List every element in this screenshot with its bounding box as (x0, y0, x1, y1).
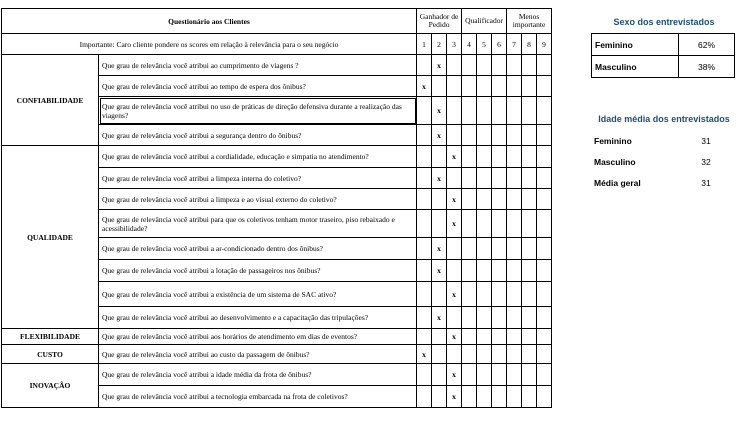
important-note: Importante: Caro cliente pondere os scores em relação à relevância para o seu negócio (2, 34, 417, 55)
score-cell-9[interactable] (537, 260, 552, 282)
score-cell-4[interactable] (462, 125, 477, 146)
age-row-male (591, 151, 735, 172)
score-cell-1[interactable] (417, 55, 432, 76)
category-label: INOVAÇÃO (2, 364, 99, 408)
score-cell-7[interactable] (507, 238, 522, 260)
question-text: Que grau de relevância você atribui a lotação de passageiros nos ônibus? (99, 260, 417, 282)
gender-row-male (592, 56, 735, 78)
score-mark: x (452, 219, 456, 228)
score-cell-6[interactable] (492, 55, 507, 76)
score-cell-5[interactable] (477, 364, 492, 386)
score-cell-3[interactable] (447, 260, 462, 282)
score-cell-3[interactable] (447, 97, 462, 125)
score-cell-1[interactable] (417, 125, 432, 146)
group-header-winner: Ganhador de Pedido (417, 9, 462, 34)
score-cell-3[interactable] (447, 364, 462, 386)
question-text: Que grau de relevância você atribui a limpeza e ao visual externo do coletivo? (99, 189, 417, 210)
score-cell-3[interactable] (447, 307, 462, 329)
score-mark: x (437, 130, 441, 140)
header-row (2, 9, 552, 34)
question-text: Que grau de relevância você atribui a limpeza interna do coletivo? (99, 168, 417, 189)
score-cell-9[interactable] (537, 146, 552, 168)
score-cell-6[interactable] (492, 364, 507, 386)
score-cell-2[interactable] (432, 238, 447, 260)
score-cell-8[interactable] (522, 238, 537, 260)
score-cell-4[interactable] (462, 76, 477, 97)
score-cell-9[interactable] (537, 364, 552, 386)
score-cell-9[interactable] (537, 210, 552, 238)
score-cell-8[interactable] (522, 364, 537, 386)
score-cell-5[interactable] (477, 329, 492, 345)
score-cell-4[interactable] (462, 97, 477, 125)
age-row-overall (591, 172, 735, 193)
score-cell-5[interactable] (477, 260, 492, 282)
score-cell-4[interactable] (462, 260, 477, 282)
score-mark: x (437, 266, 441, 275)
score-cell-6[interactable] (492, 125, 507, 146)
score-header-9: 9 (537, 34, 552, 55)
score-cell-4[interactable] (462, 329, 477, 345)
score-cell-1[interactable] (417, 76, 432, 97)
question-text: Que grau de relevância você atribui a ar-condicionado dentro dos ônibus? (99, 238, 417, 260)
score-cell-7[interactable] (507, 345, 522, 364)
score-cell-7[interactable] (507, 125, 522, 146)
score-cell-3[interactable] (447, 189, 462, 210)
score-header-8: 8 (522, 34, 537, 55)
score-cell-4[interactable] (462, 307, 477, 329)
question-text: Que grau de relevância você atribui no uso de práticas de direção defensiva durante a realização das viagens? (99, 97, 417, 125)
score-cell-2[interactable] (432, 260, 447, 282)
score-cell-6[interactable] (492, 307, 507, 329)
score-cell-2[interactable] (432, 210, 447, 238)
score-cell-7[interactable] (507, 55, 522, 76)
score-cell-5[interactable] (477, 189, 492, 210)
score-mark: x (437, 313, 441, 322)
score-cell-9[interactable] (537, 55, 552, 76)
score-cell-1[interactable] (417, 146, 432, 168)
score-cell-3[interactable] (447, 146, 462, 168)
score-cell-1[interactable] (417, 189, 432, 210)
score-cell-5[interactable] (477, 307, 492, 329)
score-cell-7[interactable] (507, 146, 522, 168)
score-cell-9[interactable] (537, 386, 552, 408)
score-cell-4[interactable] (462, 364, 477, 386)
score-cell-2[interactable] (432, 146, 447, 168)
question-text: Que grau de relevância você atribui ao tempo de espera dos ônibus? (99, 76, 417, 97)
score-cell-6[interactable] (492, 210, 507, 238)
question-row (2, 55, 552, 76)
score-cell-8[interactable] (522, 189, 537, 210)
score-cell-1[interactable] (417, 345, 432, 364)
score-cell-3[interactable] (447, 168, 462, 189)
score-mark: x (452, 289, 456, 299)
score-cell-4[interactable] (462, 386, 477, 408)
question-text: Que grau de relevância você atribui ao custo da passagem de ônibus? (99, 345, 417, 364)
score-cell-2[interactable] (432, 97, 447, 125)
score-cell-9[interactable] (537, 125, 552, 146)
score-mark: x (437, 173, 441, 183)
score-cell-1[interactable] (417, 282, 432, 307)
question-row (2, 345, 552, 364)
score-cell-4[interactable] (462, 189, 477, 210)
score-cell-1[interactable] (417, 168, 432, 189)
score-cell-6[interactable] (492, 345, 507, 364)
score-cell-4[interactable] (462, 345, 477, 364)
score-cell-2[interactable] (432, 329, 447, 345)
score-cell-6[interactable] (492, 168, 507, 189)
score-cell-2[interactable] (432, 76, 447, 97)
score-cell-2[interactable] (432, 364, 447, 386)
score-cell-8[interactable] (522, 76, 537, 97)
score-cell-1[interactable] (417, 307, 432, 329)
score-cell-9[interactable] (537, 282, 552, 307)
score-header-4: 4 (462, 34, 477, 55)
score-cell-2[interactable] (432, 55, 447, 76)
gender-label-male: Masculino (592, 56, 679, 78)
score-cell-5[interactable] (477, 76, 492, 97)
score-cell-6[interactable] (492, 189, 507, 210)
score-cell-9[interactable] (537, 168, 552, 189)
score-cell-8[interactable] (522, 386, 537, 408)
questionnaire-body (2, 9, 552, 408)
score-header-5: 5 (477, 34, 492, 55)
score-cell-8[interactable] (522, 125, 537, 146)
gender-stats-panel (591, 17, 737, 78)
score-cell-3[interactable] (447, 210, 462, 238)
score-cell-5[interactable] (477, 55, 492, 76)
questionnaire-title: Questionário aos Clientes (2, 9, 417, 34)
score-cell-8[interactable] (522, 307, 537, 329)
score-cell-9[interactable] (537, 189, 552, 210)
score-mark: x (452, 332, 456, 341)
score-cell-8[interactable] (522, 168, 537, 189)
age-value-overall: 31 (701, 177, 711, 188)
score-mark: x (452, 370, 456, 379)
score-mark: x (437, 60, 441, 70)
score-cell-1[interactable] (417, 329, 432, 345)
score-cell-9[interactable] (537, 329, 552, 345)
score-cell-9[interactable] (537, 76, 552, 97)
score-cell-5[interactable] (477, 125, 492, 146)
score-cell-9[interactable] (537, 97, 552, 125)
question-text: Que grau de relevância você atribui a idade média da frota de ônibus? (99, 364, 417, 386)
age-row-female (591, 130, 735, 151)
score-cell-7[interactable] (507, 260, 522, 282)
score-cell-1[interactable] (417, 364, 432, 386)
question-text: Que grau de relevância você atribui a cordialidade, educação e simpatia no atendimento? (99, 146, 417, 168)
important-row (2, 34, 552, 55)
score-cell-2[interactable] (432, 189, 447, 210)
gender-value-female: 62% (679, 34, 735, 56)
score-cell-7[interactable] (507, 307, 522, 329)
gender-label-female: Feminino (592, 34, 679, 56)
score-cell-6[interactable] (492, 76, 507, 97)
score-cell-4[interactable] (462, 146, 477, 168)
score-cell-5[interactable] (477, 345, 492, 364)
age-stats-panel (591, 114, 737, 193)
score-cell-8[interactable] (522, 345, 537, 364)
score-cell-4[interactable] (462, 55, 477, 76)
question-text: Que grau de relevância você atribui ao desenvolvimento e a capacitação das tripulações? (99, 307, 417, 329)
gender-stats-table (591, 33, 735, 78)
category-label: QUALIDADE (2, 146, 99, 329)
score-cell-8[interactable] (522, 97, 537, 125)
score-cell-7[interactable] (507, 329, 522, 345)
question-text: Que grau de relevância você atribui a existência de um sistema de SAC ativo? (99, 282, 417, 307)
score-cell-1[interactable] (417, 210, 432, 238)
score-cell-3[interactable] (447, 238, 462, 260)
score-cell-4[interactable] (462, 168, 477, 189)
score-cell-7[interactable] (507, 76, 522, 97)
gender-stats-title: Sexo dos entrevistados (613, 17, 715, 27)
score-cell-6[interactable] (492, 329, 507, 345)
score-cell-2[interactable] (432, 345, 447, 364)
score-cell-5[interactable] (477, 238, 492, 260)
score-cell-7[interactable] (507, 97, 522, 125)
score-cell-3[interactable] (447, 125, 462, 146)
score-cell-8[interactable] (522, 146, 537, 168)
score-mark: x (452, 152, 456, 161)
score-cell-9[interactable] (537, 307, 552, 329)
score-cell-5[interactable] (477, 168, 492, 189)
age-stats-table (591, 130, 735, 193)
score-cell-3[interactable] (447, 345, 462, 364)
score-cell-1[interactable] (417, 260, 432, 282)
score-cell-6[interactable] (492, 238, 507, 260)
score-cell-6[interactable] (492, 386, 507, 408)
age-stats-title: Idade média dos entrevistados (598, 114, 730, 124)
score-cell-5[interactable] (477, 146, 492, 168)
score-cell-1[interactable] (417, 386, 432, 408)
score-cell-7[interactable] (507, 168, 522, 189)
score-cell-4[interactable] (462, 238, 477, 260)
question-row (2, 146, 552, 168)
question-text: Que grau de relevância você atribui a segurança dentro do ônibus? (99, 125, 417, 146)
age-value-male: 32 (701, 156, 711, 167)
group-header-qualifier: Qualificador (462, 9, 507, 34)
score-mark: x (452, 194, 456, 204)
score-header-7: 7 (507, 34, 522, 55)
score-cell-6[interactable] (492, 282, 507, 307)
score-cell-7[interactable] (507, 364, 522, 386)
score-header-3: 3 (447, 34, 462, 55)
score-cell-1[interactable] (417, 97, 432, 125)
score-mark: x (437, 106, 441, 115)
score-cell-7[interactable] (507, 386, 522, 408)
score-cell-8[interactable] (522, 260, 537, 282)
score-header-6: 6 (492, 34, 507, 55)
score-cell-2[interactable] (432, 168, 447, 189)
category-label: CONFIABILIDADE (2, 55, 99, 146)
score-cell-5[interactable] (477, 282, 492, 307)
score-mark: x (422, 349, 426, 359)
score-cell-8[interactable] (522, 210, 537, 238)
score-header-1: 1 (417, 34, 432, 55)
score-cell-3[interactable] (447, 386, 462, 408)
score-cell-7[interactable] (507, 210, 522, 238)
score-cell-3[interactable] (447, 282, 462, 307)
score-mark: x (452, 392, 456, 401)
score-cell-7[interactable] (507, 282, 522, 307)
score-cell-5[interactable] (477, 386, 492, 408)
score-cell-2[interactable] (432, 282, 447, 307)
score-mark: x (437, 244, 441, 253)
score-cell-2[interactable] (432, 125, 447, 146)
score-cell-4[interactable] (462, 282, 477, 307)
score-cell-2[interactable] (432, 386, 447, 408)
questionnaire-table (1, 8, 552, 408)
score-cell-8[interactable] (522, 282, 537, 307)
group-header-less-important: Menos importante (507, 9, 552, 34)
question-text: Que grau de relevância você atribui aos horários de atendimento em dias de eventos? (99, 329, 417, 345)
score-cell-6[interactable] (492, 97, 507, 125)
age-label-male: Masculino (594, 156, 636, 167)
score-header-2: 2 (432, 34, 447, 55)
score-cell-5[interactable] (477, 210, 492, 238)
score-cell-3[interactable] (447, 55, 462, 76)
score-cell-5[interactable] (477, 97, 492, 125)
age-value-female: 31 (701, 135, 711, 146)
score-cell-8[interactable] (522, 329, 537, 345)
question-row (2, 364, 552, 386)
gender-row-female (592, 34, 735, 56)
score-mark: x (422, 81, 426, 91)
score-cell-1[interactable] (417, 238, 432, 260)
question-row (2, 329, 552, 345)
score-cell-2[interactable] (432, 307, 447, 329)
category-label: CUSTO (2, 345, 99, 364)
gender-value-male: 38% (679, 56, 735, 78)
score-cell-6[interactable] (492, 146, 507, 168)
score-cell-3[interactable] (447, 76, 462, 97)
question-text: Que grau de relevância você atribui a tecnologia embarcada na frota de coletivos? (99, 386, 417, 408)
question-text: Que grau de relevância você atribui ao cumprimento de viagens ? (99, 55, 417, 76)
score-cell-9[interactable] (537, 345, 552, 364)
score-cell-3[interactable] (447, 329, 462, 345)
score-cell-6[interactable] (492, 260, 507, 282)
category-label: FLEXIBILIDADE (2, 329, 99, 345)
score-cell-7[interactable] (507, 189, 522, 210)
question-text: Que grau de relevância você atribui para que os coletivos tenham motor traseiro, piso rebaixado e acessibilidade? (99, 210, 417, 238)
score-cell-4[interactable] (462, 210, 477, 238)
age-label-female: Feminino (594, 135, 632, 146)
score-cell-9[interactable] (537, 238, 552, 260)
score-cell-8[interactable] (522, 55, 537, 76)
age-label-overall: Média geral (594, 177, 641, 188)
